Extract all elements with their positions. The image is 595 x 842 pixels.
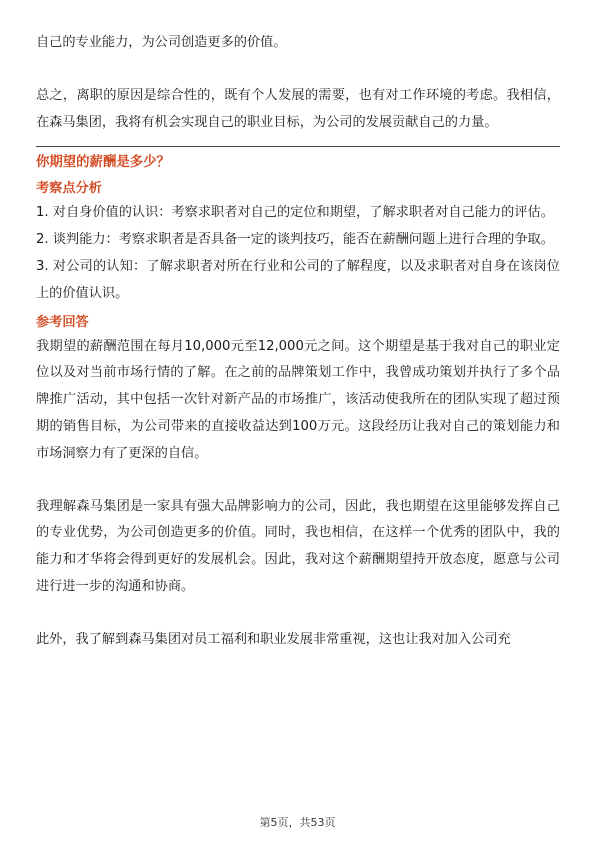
paragraph-spacer — [36, 468, 560, 494]
answer-paragraph-2: 我理解森马集团是一家具有强大品牌影响力的公司，因此，我也期望在这里能够发挥自己的专业优势，为公司创造更多的价值。同时，我也相信，在这样一个优秀的团队中，我的能力和才华将会得到更好的发展机会。因此，我对这个薪酬期望持开放态度，愿意与公司进行进一步的沟通和协商。 — [36, 498, 560, 594]
analysis-item-1: 1. 对自身价值的认识：考察求职者对自己的定位和期望，了解求职者对自己能力的评估。 — [36, 205, 554, 221]
question-heading: 你期望的薪酬是多少？ — [36, 155, 170, 171]
document-page — [36, 30, 560, 654]
paragraph-spacer — [36, 601, 560, 627]
analysis-title: 考察点分析 — [36, 181, 102, 197]
analysis-item-3: 3. 对公司的认知：了解求职者对所在行业和公司的了解程度，以及求职者对自身在该岗位上的价值认识。 — [36, 258, 560, 301]
answer-paragraph-1: 我期望的薪酬范围在每月10,000元至12,000元之间。这个期望是基于我对自己的职业定位以及对当前市场行情的了解。在之前的品牌策划工作中，我曾成功策划并执行了多个品牌推广活动，其中包括一次针对新产品的市场推广，该活动使我所在的团队实现了超过预期的销售目标，为公司带来的直接收益达到100万元。这段经历让我对自己的策划能力和市场洞察力有了更深的自信。 — [36, 338, 560, 461]
answer-title: 参考回答 — [36, 314, 89, 330]
intro-paragraph-2: 总之，离职的原因是综合性的，既有个人发展的需要，也有对工作环境的考虑。我相信，在森马集团，我将有机会实现自己的职业目标，为公司的发展贡献自己的力量。 — [36, 87, 560, 130]
paragraph-spacer — [36, 57, 560, 83]
section-divider — [36, 146, 560, 147]
answer-paragraph-3: 此外，我了解到森马集团对员工福利和职业发展非常重视，这也让我对加入公司充 — [36, 631, 511, 647]
intro-paragraph-1: 自己的专业能力，为公司创造更多的价值。 — [36, 35, 287, 50]
analysis-item-2: 2. 谈判能力：考察求职者是否具备一定的谈判技巧，能否在薪酬问题上进行合理的争取。 — [36, 232, 554, 248]
page-number: 第5页，共53页 — [259, 816, 336, 829]
